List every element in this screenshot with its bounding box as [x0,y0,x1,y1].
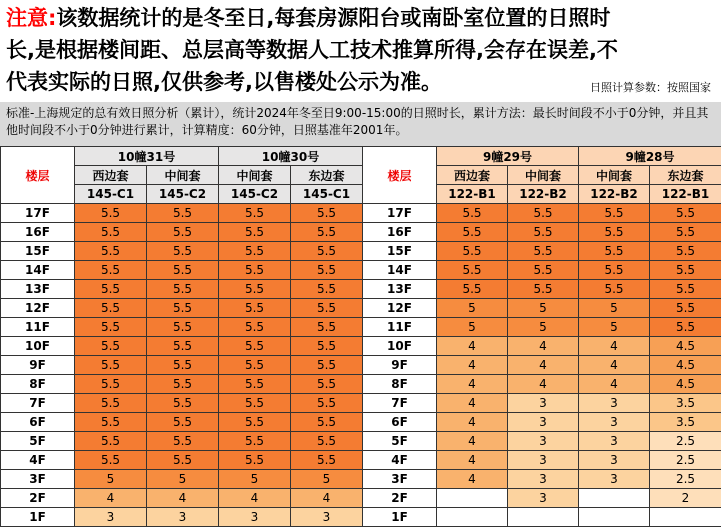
sunlight-hours-cell: 5.5 [147,337,219,356]
sunlight-hours-cell: 4 [437,394,508,413]
sunlight-hours-cell: 5.5 [291,337,363,356]
sunlight-hours-cell: 5.5 [508,204,579,223]
sunlight-hours-cell: 5 [508,318,579,337]
building-header: 9幢29号 [437,147,579,166]
sunlight-hours-cell: 4 [437,413,508,432]
sunlight-hours-cell: 5.5 [579,204,650,223]
unit-code: 122-B1 [437,185,508,204]
sunlight-hours-cell: 5.5 [219,375,291,394]
sunlight-hours-cell: 4 [291,489,363,508]
sunlight-hours-cell: 5.5 [75,451,147,470]
sunlight-hours-cell [650,508,721,527]
sunlight-hours-cell: 4 [437,356,508,375]
sunlight-hours-cell: 5.5 [437,242,508,261]
sunlight-hours-cell: 4 [437,337,508,356]
sunlight-hours-cell: 5.5 [291,375,363,394]
sunlight-hours-cell: 5.5 [147,223,219,242]
sunlight-hours-cell: 5.5 [147,318,219,337]
floor-label: 15F [1,242,75,261]
floor-label: 11F [1,318,75,337]
table-row [1,356,721,375]
floor-label: 14F [363,261,437,280]
sunlight-hours-cell: 5.5 [75,223,147,242]
sunlight-hours-cell: 5.5 [75,413,147,432]
table-row [1,299,721,318]
sunlight-hours-cell: 5.5 [75,394,147,413]
sunlight-hours-cell: 3 [579,394,650,413]
sunlight-hours-cell: 5.5 [147,432,219,451]
sunlight-hours-cell: 5.5 [219,451,291,470]
sunlight-hours-cell: 5.5 [219,432,291,451]
sunlight-hours-cell: 5.5 [219,318,291,337]
unit-label: 中间套 [147,166,219,185]
table-row [1,223,721,242]
sunlight-hours-cell: 5.5 [650,204,721,223]
sunlight-hours-cell: 3 [508,394,579,413]
sunlight-hours-cell: 5.5 [291,318,363,337]
sunlight-hours-cell: 3 [579,470,650,489]
sunlight-hours-cell: 5.5 [75,261,147,280]
sunlight-hours-cell [579,489,650,508]
sunlight-hours-cell [508,508,579,527]
table-row [1,451,721,470]
sunlight-hours-cell: 5.5 [579,223,650,242]
sunlight-hours-cell [437,489,508,508]
unit-code: 145-C1 [291,185,363,204]
table-row [1,470,721,489]
sunlight-hours-cell: 5.5 [147,451,219,470]
table-row [1,375,721,394]
sunlight-hours-cell: 5.5 [291,299,363,318]
floor-label: 16F [1,223,75,242]
sunlight-hours-cell: 3.5 [650,394,721,413]
notice-line-3: 代表实际的日照,仅供参考,以售楼处公示为准。 [6,70,442,94]
floor-label: 8F [363,375,437,394]
sunlight-hours-cell: 5.5 [219,356,291,375]
sunlight-hours-cell: 3 [508,470,579,489]
sunlight-table [0,146,721,527]
sunlight-hours-cell: 5 [579,299,650,318]
sunlight-hours-cell: 2.5 [650,451,721,470]
table-row [1,489,721,508]
floor-label: 16F [363,223,437,242]
sunlight-hours-cell: 5.5 [147,204,219,223]
unit-code: 122-B2 [508,185,579,204]
building-header: 9幢28号 [579,147,721,166]
floor-label: 4F [363,451,437,470]
sunlight-hours-cell: 4 [579,375,650,394]
sunlight-hours-cell: 4 [508,337,579,356]
notice-line-2: 长,是根据楼间距、总层高等数据人工技术推算所得,会存在误差,不 [6,38,618,62]
sunlight-hours-cell: 5.5 [75,375,147,394]
floor-label: 12F [363,299,437,318]
floor-label: 14F [1,261,75,280]
sunlight-hours-cell: 5.5 [219,204,291,223]
floor-label: 1F [1,508,75,527]
unit-label: 西边套 [75,166,147,185]
floor-label: 13F [1,280,75,299]
sunlight-hours-cell: 5.5 [75,280,147,299]
table-row [1,318,721,337]
sunlight-hours-cell: 4 [508,375,579,394]
sunlight-hours-cell: 5.5 [437,204,508,223]
sunlight-hours-cell: 3 [219,508,291,527]
sunlight-hours-cell: 5.5 [147,375,219,394]
table-row [1,508,721,527]
sunlight-hours-cell: 5.5 [147,261,219,280]
sunlight-hours-cell: 5.5 [219,242,291,261]
sunlight-hours-cell: 5.5 [579,242,650,261]
sunlight-hours-cell: 5.5 [291,280,363,299]
sunlight-hours-cell: 4 [437,451,508,470]
notice-warning-prefix: 注意: [6,6,57,30]
sunlight-hours-cell: 4 [508,356,579,375]
table-row [1,280,721,299]
sunlight-hours-cell: 5.5 [147,394,219,413]
floor-label: 2F [363,489,437,508]
sunlight-hours-cell: 5.5 [75,318,147,337]
floor-label: 4F [1,451,75,470]
floor-label: 10F [363,337,437,356]
sunlight-hours-cell: 5.5 [219,280,291,299]
table-row [1,432,721,451]
sunlight-hours-cell: 5.5 [219,223,291,242]
sunlight-hours-cell: 3 [579,413,650,432]
sunlight-hours-cell: 5.5 [219,413,291,432]
sunlight-hours-cell: 5.5 [219,261,291,280]
sunlight-hours-cell: 5 [291,470,363,489]
sunlight-hours-cell: 5.5 [75,356,147,375]
building-header: 10幢31号 [75,147,219,166]
sunlight-hours-cell: 4 [437,432,508,451]
floor-label: 7F [363,394,437,413]
sunlight-hours-cell: 5.5 [219,337,291,356]
table-row [1,337,721,356]
notice-line-1-text: 该数据统计的是冬至日,每套房源阳台或南卧室位置的日照时 [56,6,611,30]
sunlight-hours-cell: 5.5 [291,223,363,242]
sunlight-hours-cell: 5.5 [147,356,219,375]
floor-header-right: 楼层 [363,147,437,204]
table-row [1,413,721,432]
floor-label: 6F [1,413,75,432]
sunlight-hours-cell: 5.5 [650,280,721,299]
sunlight-hours-cell: 4 [437,375,508,394]
sunlight-hours-cell: 5 [579,318,650,337]
sunlight-hours-cell: 2 [650,489,721,508]
sunlight-hours-cell: 4 [147,489,219,508]
sunlight-hours-cell: 5.5 [291,242,363,261]
sunlight-hours-cell: 5.5 [437,280,508,299]
sunlight-hours-cell: 4 [75,489,147,508]
floor-label: 3F [363,470,437,489]
sunlight-hours-cell: 5.5 [650,223,721,242]
sunlight-hours-cell: 5.5 [147,413,219,432]
unit-label: 东边套 [291,166,363,185]
sunlight-hours-cell: 3.5 [650,413,721,432]
calculation-params: 日照计算参数：按照国家 [590,81,711,94]
building-header: 10幢30号 [219,147,363,166]
sunlight-hours-cell: 5.5 [650,261,721,280]
sunlight-hours-cell: 4.5 [650,337,721,356]
table-row [1,204,721,223]
unit-label: 东边套 [650,166,721,185]
sunlight-hours-cell: 4 [579,337,650,356]
sunlight-hours-cell: 5.5 [147,299,219,318]
floor-label: 12F [1,299,75,318]
floor-label: 15F [363,242,437,261]
sunlight-hours-cell [579,508,650,527]
sunlight-hours-cell: 5.5 [75,432,147,451]
unit-label: 西边套 [437,166,508,185]
unit-code: 145-C2 [147,185,219,204]
floor-label: 1F [363,508,437,527]
floor-label: 6F [363,413,437,432]
sunlight-hours-cell: 3 [508,451,579,470]
floor-label: 9F [1,356,75,375]
unit-code: 145-C1 [75,185,147,204]
sunlight-hours-cell: 5.5 [291,204,363,223]
sunlight-hours-cell: 5 [147,470,219,489]
sunlight-hours-cell: 5.5 [650,299,721,318]
standard-description: 标准-上海规定的总有效日照分析（累计），统计2024年冬至日9:00-15:00的日照时长，累计方法：最长时间段不小于0分钟，并且其他时间段不小于0分钟进行累计，计算精度：60分钟，日照基准年2001年。 [0,102,721,146]
unit-code: 145-C2 [219,185,291,204]
sunlight-hours-cell: 3 [291,508,363,527]
sunlight-hours-cell: 5.5 [291,451,363,470]
floor-label: 10F [1,337,75,356]
sunlight-hours-cell: 5.5 [579,280,650,299]
unit-label: 中间套 [508,166,579,185]
table-row [1,261,721,280]
sunlight-hours-cell: 5.5 [219,394,291,413]
unit-code: 122-B2 [579,185,650,204]
floor-label: 9F [363,356,437,375]
sunlight-hours-cell: 3 [508,489,579,508]
sunlight-hours-cell [437,508,508,527]
notice-line-1 [6,4,610,32]
sunlight-hours-cell: 4 [579,356,650,375]
floor-header-left: 楼层 [1,147,75,204]
floor-label: 5F [1,432,75,451]
sunlight-hours-cell: 4.5 [650,375,721,394]
sunlight-hours-cell: 3 [147,508,219,527]
sunlight-hours-cell: 5.5 [75,204,147,223]
sunlight-hours-cell: 5.5 [291,356,363,375]
unit-label: 中间套 [579,166,650,185]
sunlight-hours-cell: 3 [579,451,650,470]
sunlight-hours-cell: 5.5 [291,394,363,413]
sunlight-hours-cell: 2.5 [650,432,721,451]
table-row [1,394,721,413]
sunlight-hours-cell: 5.5 [650,242,721,261]
sunlight-hours-cell: 5.5 [291,261,363,280]
table-row [1,242,721,261]
sunlight-hours-cell: 4 [219,489,291,508]
sunlight-hours-cell: 5.5 [75,242,147,261]
floor-label: 5F [363,432,437,451]
sunlight-hours-cell: 3 [508,413,579,432]
sunlight-hours-cell: 5.5 [75,337,147,356]
sunlight-hours-cell: 5.5 [508,223,579,242]
floor-label: 17F [363,204,437,223]
sunlight-hours-cell: 5.5 [291,413,363,432]
floor-label: 17F [1,204,75,223]
floor-label: 8F [1,375,75,394]
sunlight-hours-cell: 5 [75,470,147,489]
sunlight-hours-cell: 3 [75,508,147,527]
floor-label: 3F [1,470,75,489]
sunlight-hours-cell: 5.5 [508,280,579,299]
sunlight-hours-cell: 2.5 [650,470,721,489]
sunlight-hours-cell: 5.5 [579,261,650,280]
sunlight-hours-cell: 4.5 [650,356,721,375]
floor-label: 2F [1,489,75,508]
notice-block [0,0,721,102]
sunlight-hours-cell: 5.5 [508,261,579,280]
sunlight-hours-cell: 5.5 [650,318,721,337]
sunlight-hours-cell: 5.5 [508,242,579,261]
unit-label: 中间套 [219,166,291,185]
sunlight-hours-cell: 5.5 [291,432,363,451]
sunlight-hours-cell: 3 [579,432,650,451]
floor-label: 11F [363,318,437,337]
sunlight-hours-cell: 5 [508,299,579,318]
sunlight-hours-cell: 5.5 [75,299,147,318]
sunlight-hours-cell: 5 [437,299,508,318]
sunlight-hours-cell: 5 [437,318,508,337]
sunlight-hours-cell: 5.5 [147,280,219,299]
sunlight-hours-cell: 5.5 [437,223,508,242]
floor-label: 7F [1,394,75,413]
floor-label: 13F [363,280,437,299]
sunlight-hours-cell: 5.5 [219,299,291,318]
sunlight-hours-cell: 5.5 [147,242,219,261]
sunlight-hours-cell: 3 [508,432,579,451]
sunlight-hours-cell: 4 [437,470,508,489]
sunlight-hours-cell: 5.5 [437,261,508,280]
sunlight-hours-cell: 5 [219,470,291,489]
unit-code: 122-B1 [650,185,721,204]
